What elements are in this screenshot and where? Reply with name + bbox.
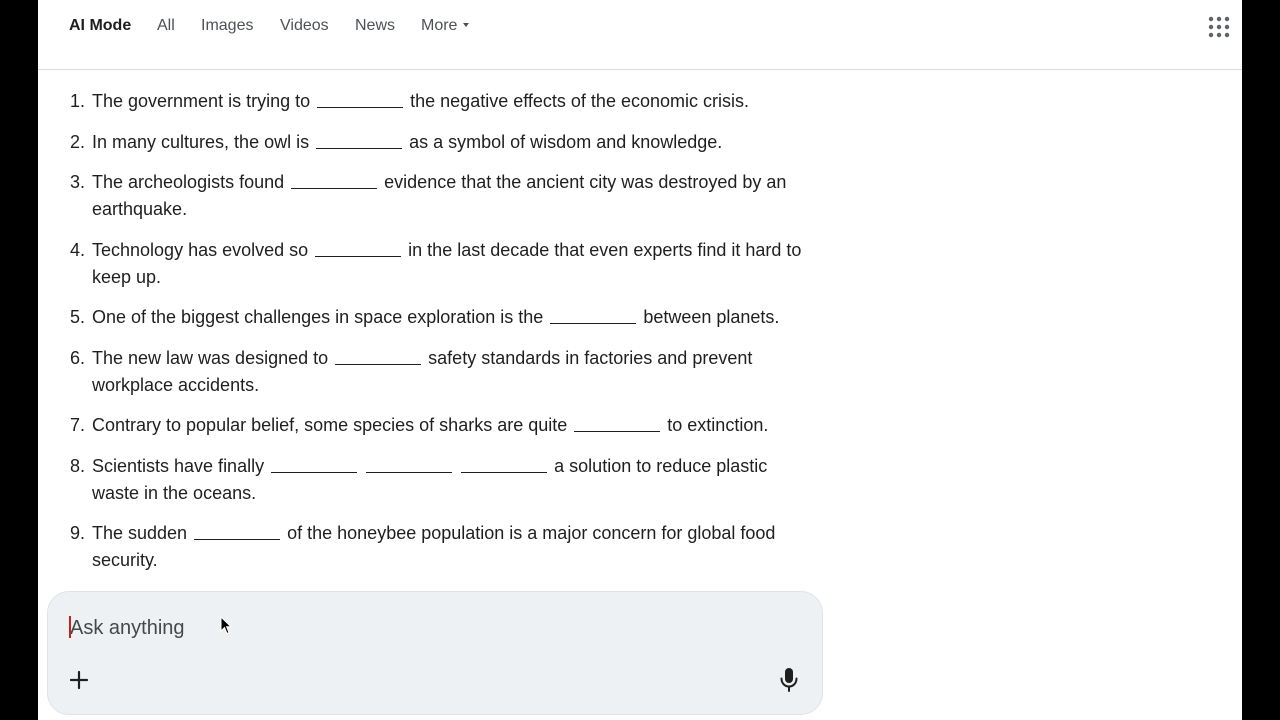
question-list xyxy=(68,88,808,588)
blank xyxy=(291,187,377,189)
item-number: 2. xyxy=(70,131,86,152)
blank xyxy=(335,363,421,365)
top-nav-bar xyxy=(38,0,1242,70)
microphone-icon[interactable] xyxy=(778,667,800,693)
item-text-after: a solution to reduce plastic waste in the oceans. xyxy=(92,455,768,503)
item-text-after: evidence that the ancient city was destroyed by an earthquake. xyxy=(92,172,787,219)
ask-composer xyxy=(47,591,823,715)
item-number: 3. xyxy=(70,172,86,192)
tab-images[interactable]: Images xyxy=(201,17,254,34)
mouse-pointer-icon xyxy=(220,616,232,635)
list-item xyxy=(68,129,808,156)
item-number: 6. xyxy=(70,347,86,368)
item-text-before: The archeologists found xyxy=(92,172,285,192)
tab-videos[interactable]: Videos xyxy=(280,17,329,34)
item-text-before: In many cultures, the owl is xyxy=(92,131,310,152)
list-item xyxy=(68,237,808,291)
list-item xyxy=(68,169,808,223)
item-text-after: safety standards in factories and prevent workplace accidents. xyxy=(92,347,753,395)
item-number: 7. xyxy=(70,415,86,435)
blank xyxy=(461,471,547,473)
item-number: 1. xyxy=(70,91,86,111)
item-text-after: in the last decade that even experts find it hard to keep up. xyxy=(92,239,802,287)
list-item xyxy=(68,412,808,439)
item-number: 9. xyxy=(70,523,86,543)
item-number: 5. xyxy=(70,307,86,327)
blank xyxy=(574,430,660,432)
page xyxy=(38,0,1242,720)
text-caret xyxy=(69,616,71,638)
blank xyxy=(315,255,401,257)
blank xyxy=(550,322,636,324)
item-text-after: the negative effects of the economic crisis. xyxy=(410,91,749,111)
blank xyxy=(317,106,403,108)
tab-all[interactable]: All xyxy=(157,17,175,34)
item-text-before: Contrary to popular belief, some species of sharks are quite xyxy=(92,415,568,435)
tab-more-label: More xyxy=(421,17,458,34)
tab-ai-mode[interactable]: AI Mode xyxy=(69,17,132,34)
list-item xyxy=(68,345,808,399)
item-text-before: One of the biggest challenges in space exploration is the xyxy=(92,307,544,327)
list-item xyxy=(68,453,808,507)
item-text-after: to extinction. xyxy=(667,415,769,435)
item-text-after: of the honeybee population is a major concern for global food security. xyxy=(92,523,776,570)
list-item xyxy=(68,304,808,331)
item-text-before: The new law was designed to xyxy=(92,347,329,368)
item-number: 4. xyxy=(70,239,86,260)
item-text-before: The sudden xyxy=(92,523,188,543)
list-item xyxy=(68,520,808,574)
caret-down-icon xyxy=(463,23,469,27)
item-text-before: The government is trying to xyxy=(92,91,311,111)
list-item xyxy=(68,88,808,115)
blank xyxy=(316,147,402,149)
blank xyxy=(194,538,280,540)
ask-input[interactable] xyxy=(68,610,632,646)
tab-more[interactable] xyxy=(421,16,469,36)
blank xyxy=(271,471,357,473)
item-text-before: Technology has evolved so xyxy=(92,239,309,260)
grid-apps-icon[interactable] xyxy=(1208,16,1230,38)
item-text-after: as a symbol of wisdom and knowledge. xyxy=(409,131,723,152)
blank xyxy=(366,471,452,473)
plus-icon[interactable] xyxy=(66,667,92,693)
item-number: 8. xyxy=(70,455,86,476)
item-text-after: between planets. xyxy=(643,307,780,327)
tab-news[interactable]: News xyxy=(355,17,396,34)
item-text-before: Scientists have finally xyxy=(92,455,265,476)
